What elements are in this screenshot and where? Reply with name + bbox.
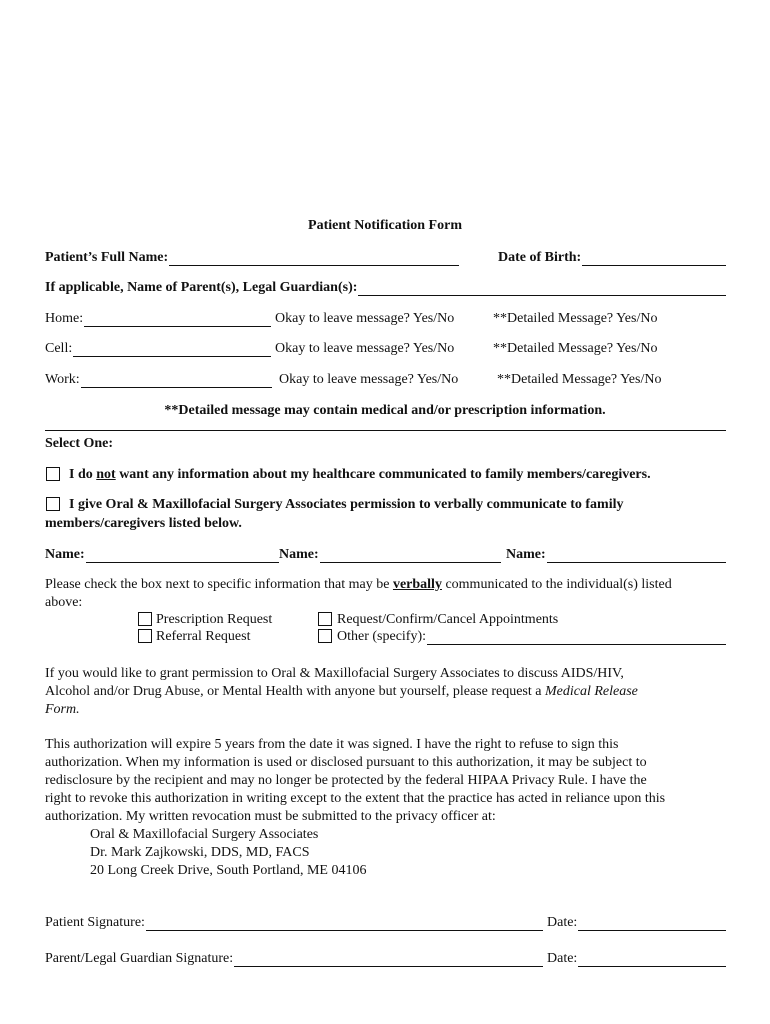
home-phone-field[interactable] [84, 312, 271, 327]
auth-line-5: authorization. My written revocation must be submitted to the privacy officer at: [45, 809, 496, 824]
section-divider [45, 430, 726, 431]
name-row-3 [506, 546, 726, 563]
check-paragraph-line2: above: [45, 595, 83, 610]
guardian-row [45, 279, 726, 296]
home-okay-text: Okay to leave message? Yes/No [275, 311, 455, 326]
release-line2-pre: Alcohol and/or Drug Abuse, or Mental Health with anyone but yourself, please request a [45, 684, 545, 699]
cell-phone-row [45, 340, 271, 357]
form-title: Patient Notification Form [308, 218, 462, 233]
check-paragraph-line1 [45, 576, 672, 593]
option-no-info-post: want any information about my healthcare communicated to family members/caregivers. [115, 467, 651, 482]
select-one-label: Select One: [45, 436, 114, 451]
release-line2 [45, 683, 638, 700]
work-okay-text: Okay to leave message? Yes/No [279, 372, 459, 387]
option-permission-checkbox[interactable] [46, 497, 60, 511]
name-field-3[interactable] [547, 548, 726, 563]
appointments-label: Request/Confirm/Cancel Appointments [337, 612, 559, 627]
guardian-signature-field[interactable] [234, 952, 543, 967]
option-permission-line1: I give Oral & Maxillofacial Surgery Associates permission to verbally communicate to family [69, 497, 624, 512]
other-specify-field[interactable] [427, 630, 726, 645]
prescription-checkbox[interactable] [138, 612, 152, 626]
option-no-info-emph: not [96, 467, 116, 482]
guardian-signature-row [45, 950, 543, 967]
cell-detailed-text: **Detailed Message? Yes/No [493, 341, 658, 356]
patient-signature-label: Patient Signature: [45, 915, 145, 930]
name-row-2 [279, 546, 501, 563]
address-line-1: Oral & Maxillofacial Surgery Associates [90, 827, 319, 842]
home-phone-label: Home: [45, 311, 84, 326]
other-checkbox[interactable] [318, 629, 332, 643]
patient-date-label: Date: [547, 915, 578, 930]
patient-signature-row [45, 914, 543, 931]
auth-line-1: This authorization will expire 5 years from the date it was signed. I have the right to refuse to sign this [45, 737, 619, 752]
guardian-signature-label: Parent/Legal Guardian Signature: [45, 951, 234, 966]
guardian-date-label: Date: [547, 951, 578, 966]
medical-release-emph: Medical Release [544, 684, 638, 699]
option-no-info-checkbox[interactable] [46, 467, 60, 481]
patient-name-label: Patient’s Full Name: [45, 250, 169, 265]
check-para-emph: verbally [392, 577, 442, 592]
other-row [337, 628, 726, 645]
release-line3: Form. [45, 702, 80, 717]
cell-phone-label: Cell: [45, 341, 73, 356]
name-label-1: Name: [45, 547, 85, 562]
referral-label: Referral Request [156, 629, 251, 644]
guardian-date-field[interactable] [578, 952, 726, 967]
release-line1: If you would like to grant permission to Oral & Maxillofacial Surgery Associates to discuss AIDS/HIV, [45, 666, 624, 681]
check-para-pre: Please check the box next to specific information that may be [45, 577, 393, 592]
address-line-2: Dr. Mark Zajkowski, DDS, MD, FACS [90, 845, 310, 860]
patient-date-row [547, 914, 726, 931]
name-field-1[interactable] [86, 548, 279, 563]
patient-date-field[interactable] [578, 916, 726, 931]
cell-okay-text: Okay to leave message? Yes/No [275, 341, 455, 356]
name-label-3: Name: [506, 547, 546, 562]
guardian-field[interactable] [358, 281, 726, 296]
guardian-label: If applicable, Name of Parent(s), Legal Guardian(s): [45, 280, 358, 295]
option-permission-line2: members/caregivers listed below. [45, 516, 242, 531]
patient-name-field[interactable] [169, 251, 459, 266]
option-no-info-pre: I do [69, 467, 97, 482]
home-phone-row [45, 310, 271, 327]
auth-line-3: redisclosure by the recipient and may no longer be protected by the federal HIPAA Privacy Rule. I have the [45, 773, 647, 788]
appointments-checkbox[interactable] [318, 612, 332, 626]
work-phone-label: Work: [45, 372, 80, 387]
name-field-2[interactable] [320, 548, 501, 563]
option-no-info-text [69, 466, 651, 483]
name-label-2: Name: [279, 547, 319, 562]
name-row-1 [45, 546, 279, 563]
auth-line-4: right to revoke this authorization in writing except to the extent that the practice has acted in reliance upon this [45, 791, 666, 806]
cell-phone-field[interactable] [73, 342, 271, 357]
prescription-label: Prescription Request [156, 612, 273, 627]
address-line-3: 20 Long Creek Drive, South Portland, ME 04106 [90, 863, 367, 878]
patient-name-row [45, 249, 459, 266]
dob-row [498, 249, 726, 266]
referral-checkbox[interactable] [138, 629, 152, 643]
check-para-post: communicated to the individual(s) listed [441, 577, 672, 592]
detailed-note: **Detailed message may contain medical and/or prescription information. [164, 403, 606, 418]
work-detailed-text: **Detailed Message? Yes/No [497, 372, 662, 387]
dob-field[interactable] [582, 251, 726, 266]
home-detailed-text: **Detailed Message? Yes/No [493, 311, 658, 326]
other-label: Other (specify): [337, 629, 427, 644]
auth-line-2: authorization. When my information is used or disclosed pursuant to this authorization, it may be subject to [45, 755, 647, 770]
dob-label: Date of Birth: [498, 250, 582, 265]
work-phone-row [45, 371, 272, 388]
guardian-date-row [547, 950, 726, 967]
work-phone-field[interactable] [81, 373, 272, 388]
patient-signature-field[interactable] [146, 916, 543, 931]
